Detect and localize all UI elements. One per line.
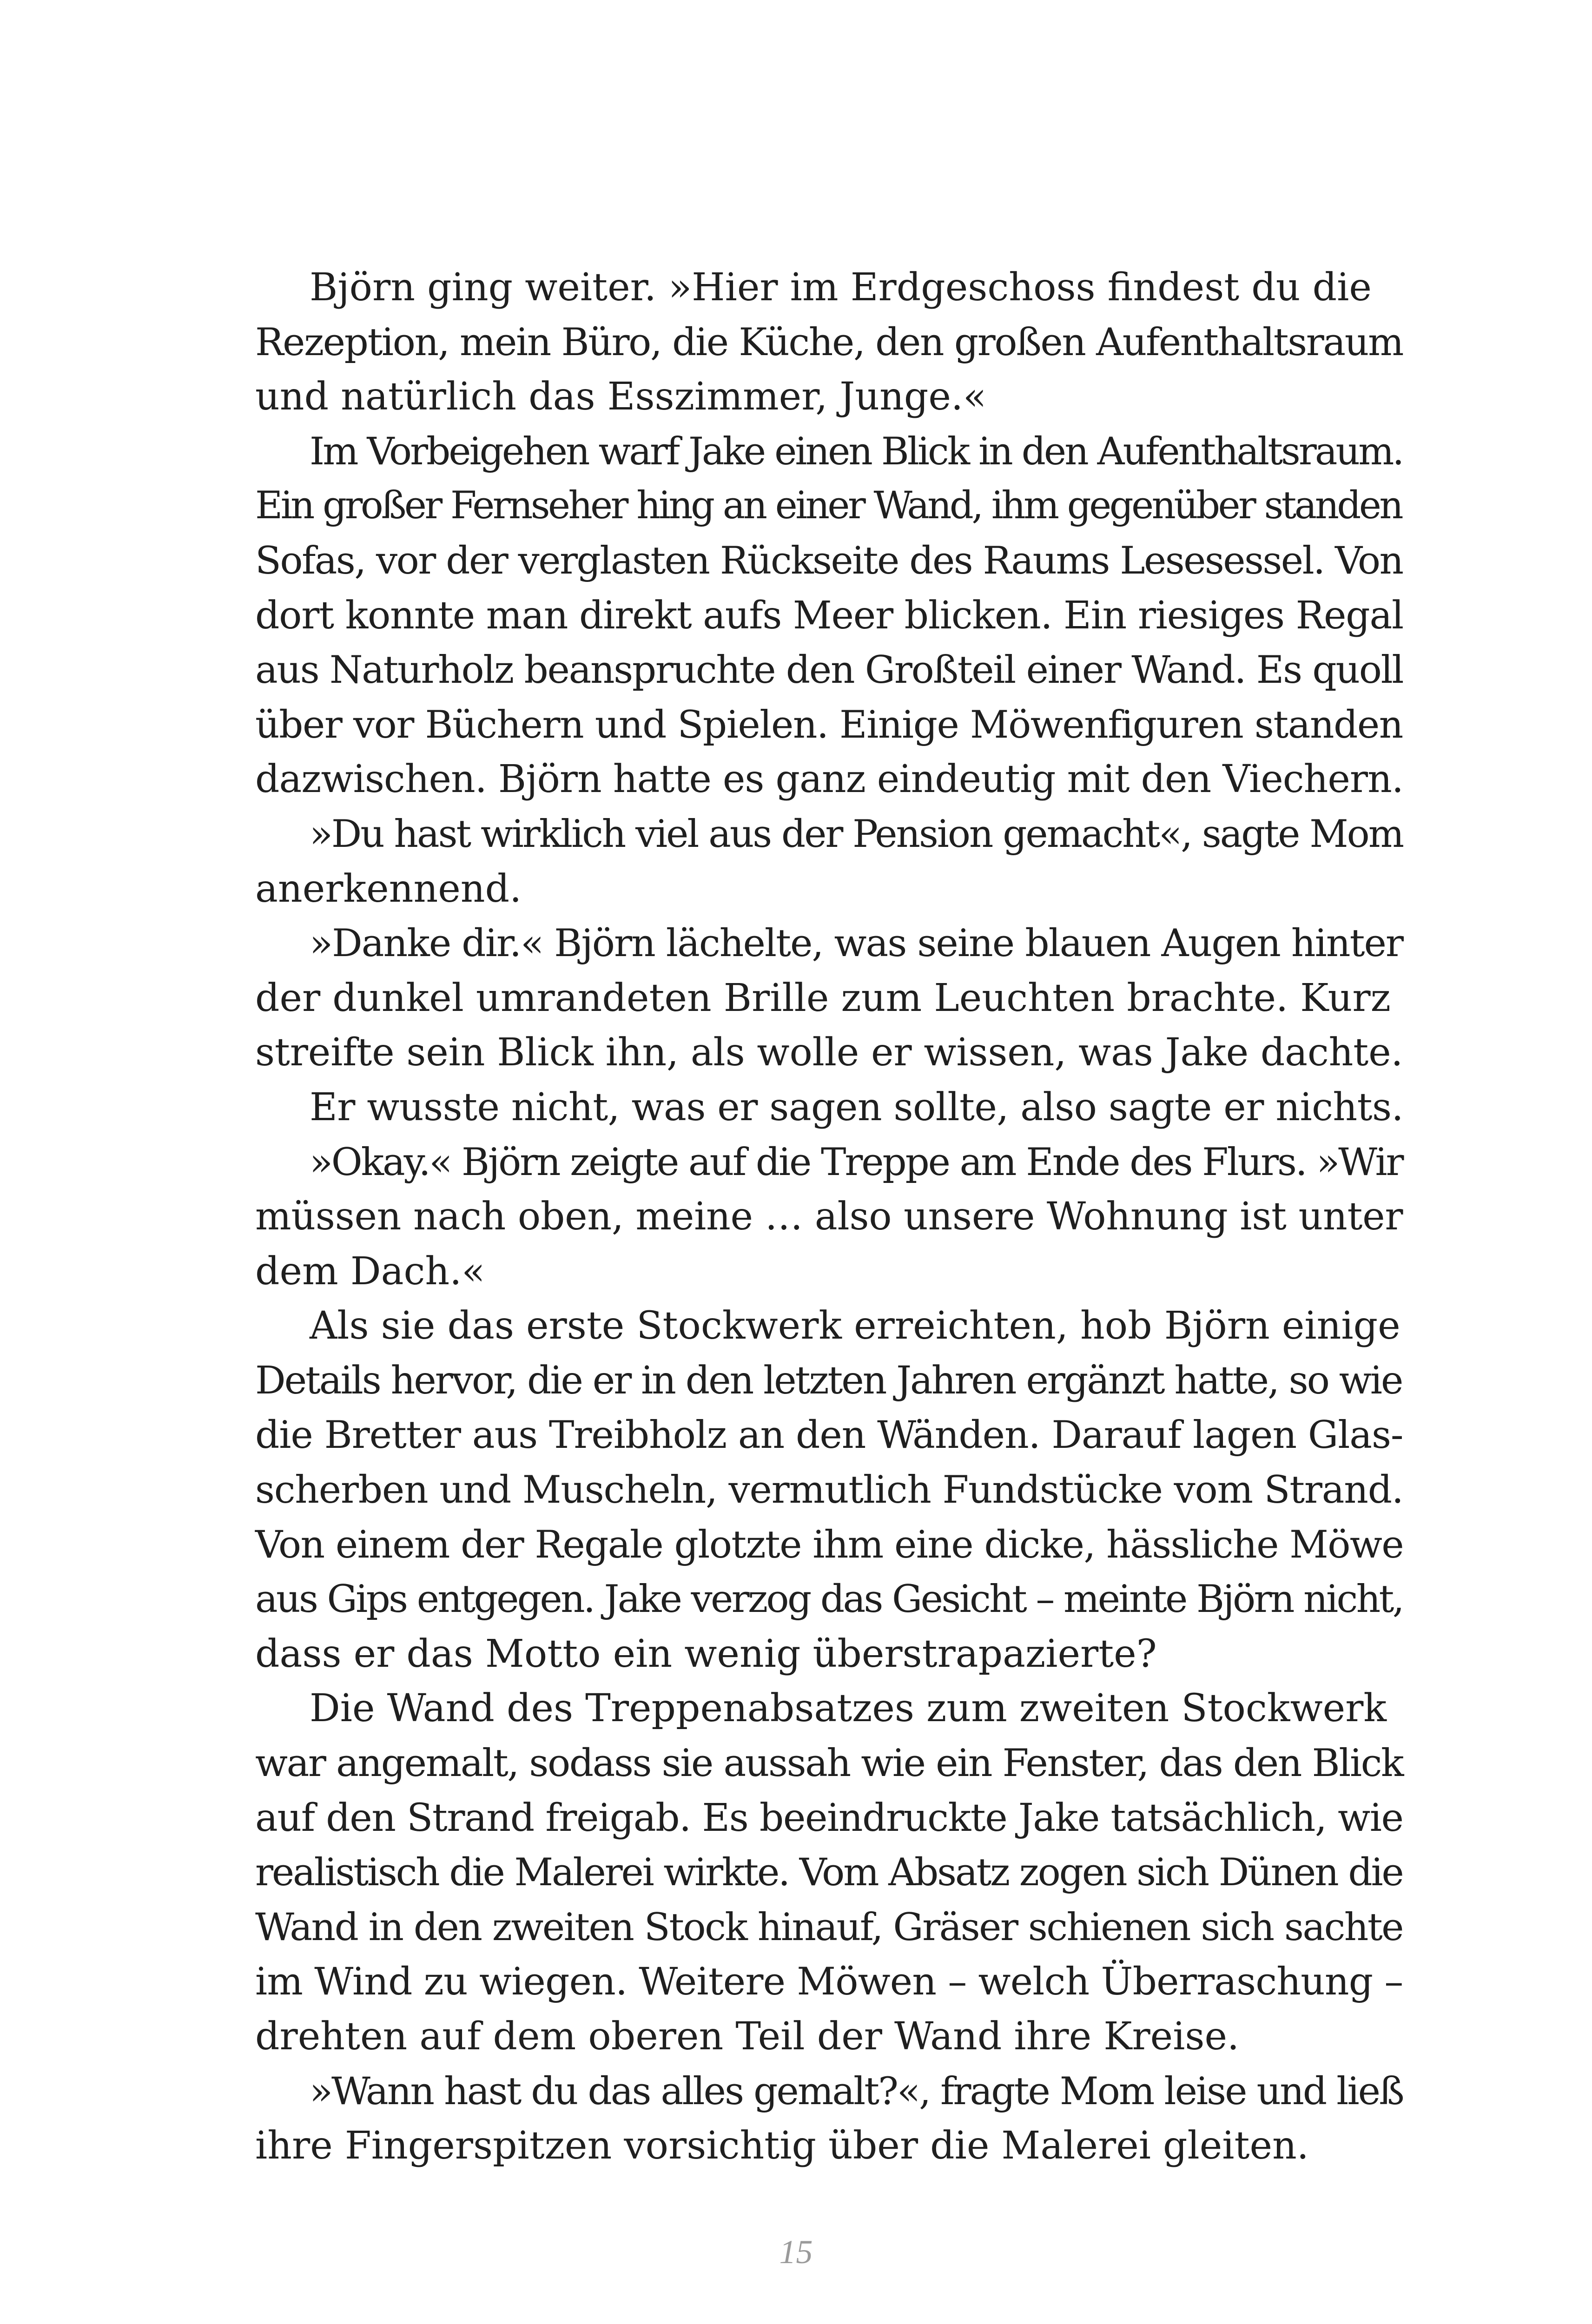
- text-line: Rezeption, mein Büro, die Küche, den großen Aufenthaltsraum: [255, 320, 1403, 364]
- text-line: auf den Strand freigab. Es beeindruckte Jake tatsächlich, wie: [255, 1796, 1403, 1840]
- text-line: die Bretter aus Treibholz an den Wänden. Darauf lagen Glas-: [255, 1413, 1403, 1458]
- text-line: Als sie das erste Stockwerk erreichten, hob Björn einige: [310, 1304, 1400, 1348]
- text-line: aus Naturholz beanspruchte den Großteil einer Wand. Es quoll: [255, 648, 1403, 693]
- text-line: »Okay.« Björn zeigte auf die Treppe am Ende des Flurs. »Wir: [310, 1140, 1403, 1184]
- text-line: über vor Büchern und Spielen. Einige Möwenfiguren standen: [255, 702, 1403, 747]
- text-line: anerkennend.: [255, 866, 522, 911]
- text-line: Björn ging weiter. »Hier im Erdgeschoss findest du die: [310, 265, 1372, 310]
- text-line: aus Gips entgegen. Jake verzog das Gesicht – meinte Björn nicht,: [255, 1577, 1403, 1622]
- text-line: im Wind zu wiegen. Weitere Möwen – welch Überraschung –: [255, 1960, 1403, 2004]
- text-line: realistisch die Malerei wirkte. Vom Absatz zogen sich Dünen die: [255, 1850, 1403, 1895]
- text-line: Ein großer Fernseher hing an einer Wand, ihm gegenüber standen: [255, 484, 1402, 528]
- text-line: Sofas, vor der verglasten Rückseite des Raums Lesesessel. Von: [255, 538, 1403, 583]
- text-line: streifte sein Blick ihn, als wolle er wissen, was Jake dachte.: [255, 1030, 1403, 1075]
- page-number: 15: [779, 2233, 813, 2271]
- text-line: Von einem der Regale glotzte ihm eine dicke, hässliche Möwe: [255, 1522, 1403, 1567]
- body-text: [255, 260, 1403, 2173]
- text-line: scherben und Muscheln, vermutlich Fundstücke vom Strand.: [255, 1468, 1403, 1512]
- text-line: drehten auf dem oberen Teil der Wand ihre Kreise.: [255, 2014, 1240, 2059]
- text-line: dazwischen. Björn hatte es ganz eindeutig mit den Viechern.: [255, 757, 1403, 802]
- text-line: Die Wand des Treppenabsatzes zum zweiten Stockwerk: [310, 1686, 1387, 1731]
- text-line: »Danke dir.« Björn lächelte, was seine blauen Augen hinter: [310, 921, 1403, 966]
- text-line: Im Vorbeigehen warf Jake einen Blick in den Aufenthaltsraum.: [310, 429, 1403, 474]
- text-line: dort konnte man direkt aufs Meer blicken. Ein riesiges Regal: [255, 593, 1403, 638]
- text-line: Wand in den zweiten Stock hinauf, Gräser schienen sich sachte: [255, 1905, 1403, 1949]
- text-line: der dunkel umrandeten Brille zum Leuchten brachte. Kurz: [255, 976, 1391, 1020]
- text-line: dass er das Motto ein wenig überstrapazierte?: [255, 1631, 1157, 1676]
- text-line: ihre Fingerspitzen vorsichtig über die Malerei gleiten.: [255, 2124, 1309, 2168]
- text-line: war angemalt, sodass sie aussah wie ein Fenster, das den Blick: [255, 1741, 1403, 1786]
- text-line: »Wann hast du das alles gemalt?«, fragte Mom leise und ließ: [310, 2069, 1403, 2113]
- text-line: müssen nach oben, meine … also unsere Wohnung ist unter: [255, 1195, 1403, 1239]
- text-line: Er wusste nicht, was er sagen sollte, also sagte er nichts.: [310, 1085, 1403, 1129]
- text-line: »Du hast wirklich viel aus der Pension gemacht«, sagte Mom: [310, 812, 1403, 856]
- text-line: Details hervor, die er in den letzten Jahren ergänzt hatte, so wie: [255, 1358, 1402, 1403]
- text-line: und natürlich das Esszimmer, Junge.«: [255, 375, 987, 419]
- text-line: dem Dach.«: [255, 1249, 485, 1294]
